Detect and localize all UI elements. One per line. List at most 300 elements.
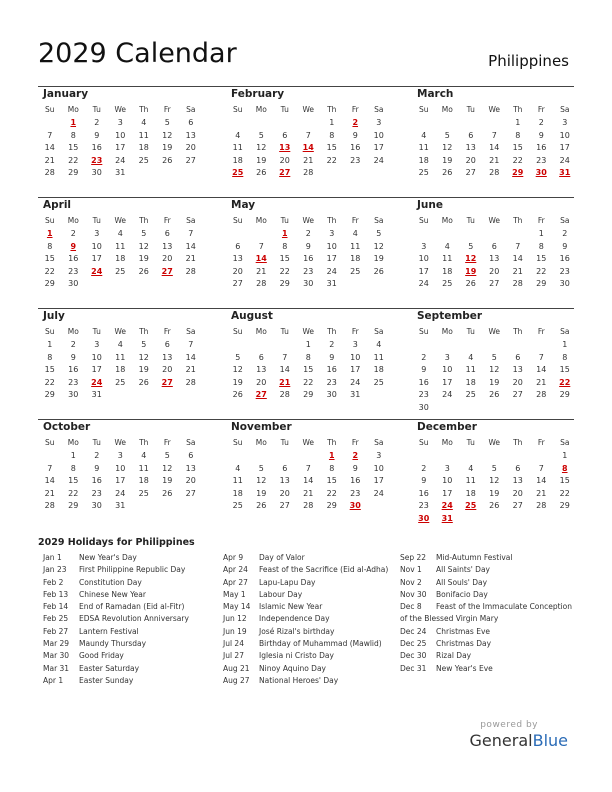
day-cell[interactable]: 26 — [465, 279, 476, 288]
day-cell[interactable]: 18 — [115, 365, 126, 374]
day-cell[interactable]: 11 — [418, 143, 429, 152]
day-cell[interactable]: 24 — [115, 155, 126, 165]
day-cell[interactable]: 27 — [232, 279, 243, 288]
day-cell[interactable]: 8 — [47, 352, 53, 362]
day-cell[interactable]: 4 — [468, 463, 474, 473]
day-cell[interactable]: 28 — [44, 501, 55, 510]
day-cell[interactable]: 29 — [326, 501, 337, 510]
day-cell[interactable]: 2 — [421, 463, 427, 473]
day-cell[interactable]: 8 — [562, 352, 568, 362]
day-cell[interactable]: 8 — [329, 130, 335, 140]
day-cell[interactable]: 19 — [442, 155, 453, 165]
day-cell[interactable]: 18 — [465, 377, 476, 387]
day-cell[interactable]: 28 — [536, 501, 547, 510]
day-cell[interactable]: 20 — [512, 488, 523, 498]
day-cell[interactable]: 13 — [279, 476, 290, 485]
day-cell[interactable]: 29 — [559, 390, 570, 399]
day-cell[interactable]: 3 — [94, 340, 100, 349]
day-cell[interactable]: 15 — [44, 365, 55, 374]
day-cell[interactable]: 7 — [258, 241, 264, 251]
day-cell[interactable]: 30 — [68, 279, 79, 288]
day-cell[interactable]: 21 — [536, 377, 547, 387]
day-cell[interactable]: 29 — [559, 501, 570, 510]
day-cell[interactable]: 10 — [442, 476, 453, 485]
day-cell[interactable]: 3 — [329, 229, 335, 238]
day-cell[interactable]: 5 — [258, 463, 264, 473]
day-cell[interactable]: 22 — [559, 488, 570, 498]
day-cell[interactable]: 10 — [115, 463, 126, 473]
day-cell[interactable]: 4 — [235, 130, 241, 140]
day-cell[interactable]: 25 — [115, 377, 126, 387]
day-cell[interactable]: 20 — [279, 488, 290, 498]
day-cell[interactable]: 22 — [512, 155, 523, 165]
day-cell[interactable]: 3 — [421, 241, 427, 251]
holiday-day-cell[interactable]: 19 — [465, 266, 477, 276]
day-cell[interactable]: 18 — [232, 488, 243, 498]
day-cell[interactable]: 9 — [352, 463, 358, 473]
day-cell[interactable]: 15 — [559, 365, 570, 374]
holiday-day-cell[interactable]: 24 — [441, 501, 453, 510]
day-cell[interactable]: 13 — [185, 463, 196, 473]
day-cell[interactable]: 18 — [465, 488, 476, 498]
day-cell[interactable]: 7 — [282, 352, 288, 362]
day-cell[interactable]: 2 — [421, 352, 427, 362]
day-cell[interactable]: 6 — [282, 463, 288, 473]
day-cell[interactable]: 12 — [162, 463, 173, 473]
day-cell[interactable]: 10 — [418, 254, 429, 263]
day-cell[interactable]: 12 — [489, 365, 500, 374]
day-cell[interactable]: 30 — [91, 168, 102, 177]
day-cell[interactable]: 19 — [256, 488, 267, 498]
day-cell[interactable]: 20 — [185, 143, 196, 152]
holiday-day-cell[interactable]: 22 — [559, 377, 571, 387]
day-cell[interactable]: 22 — [44, 377, 55, 387]
day-cell[interactable]: 25 — [350, 266, 361, 276]
day-cell[interactable]: 20 — [465, 155, 476, 165]
day-cell[interactable]: 9 — [352, 130, 358, 140]
day-cell[interactable]: 27 — [512, 501, 523, 510]
holiday-day-cell[interactable]: 13 — [279, 143, 291, 152]
day-cell[interactable]: 17 — [326, 254, 337, 263]
day-cell[interactable]: 24 — [373, 155, 384, 165]
day-cell[interactable]: 29 — [44, 390, 55, 399]
day-cell[interactable]: 10 — [559, 130, 570, 140]
day-cell[interactable]: 21 — [489, 155, 500, 165]
day-cell[interactable]: 4 — [141, 118, 147, 127]
day-cell[interactable]: 5 — [376, 229, 382, 238]
day-cell[interactable]: 16 — [68, 365, 79, 374]
day-cell[interactable]: 19 — [138, 365, 149, 374]
day-cell[interactable]: 9 — [94, 463, 100, 473]
day-cell[interactable]: 8 — [70, 130, 76, 140]
day-cell[interactable]: 11 — [115, 241, 126, 251]
day-cell[interactable]: 23 — [326, 377, 337, 387]
day-cell[interactable]: 15 — [279, 254, 290, 263]
day-cell[interactable]: 4 — [376, 340, 382, 349]
day-cell[interactable]: 11 — [232, 143, 243, 152]
day-cell[interactable]: 17 — [115, 476, 126, 485]
day-cell[interactable]: 16 — [350, 143, 361, 152]
day-cell[interactable]: 1 — [70, 451, 76, 460]
day-cell[interactable]: 3 — [352, 340, 358, 349]
day-cell[interactable]: 6 — [491, 241, 497, 251]
day-cell[interactable]: 21 — [44, 155, 55, 165]
holiday-day-cell[interactable]: 14 — [302, 143, 314, 152]
day-cell[interactable]: 5 — [164, 118, 170, 127]
holiday-day-cell[interactable]: 1 — [328, 451, 335, 460]
holiday-day-cell[interactable]: 23 — [91, 155, 103, 165]
day-cell[interactable]: 22 — [44, 266, 55, 276]
day-cell[interactable]: 3 — [117, 451, 123, 460]
day-cell[interactable]: 11 — [465, 365, 476, 374]
day-cell[interactable]: 10 — [442, 365, 453, 374]
day-cell[interactable]: 26 — [138, 377, 149, 387]
day-cell[interactable]: 23 — [303, 266, 314, 276]
day-cell[interactable]: 18 — [418, 155, 429, 165]
day-cell[interactable]: 26 — [442, 168, 453, 177]
day-cell[interactable]: 16 — [559, 254, 570, 263]
day-cell[interactable]: 14 — [185, 352, 196, 362]
day-cell[interactable]: 22 — [68, 155, 79, 165]
day-cell[interactable]: 19 — [489, 488, 500, 498]
day-cell[interactable]: 31 — [115, 501, 126, 510]
day-cell[interactable]: 15 — [68, 476, 79, 485]
day-cell[interactable]: 1 — [329, 118, 335, 127]
day-cell[interactable]: 15 — [512, 143, 523, 152]
day-cell[interactable]: 20 — [279, 155, 290, 165]
day-cell[interactable]: 15 — [68, 143, 79, 152]
day-cell[interactable]: 12 — [138, 241, 149, 251]
holiday-day-cell[interactable]: 8 — [561, 463, 568, 473]
day-cell[interactable]: 13 — [162, 241, 173, 251]
day-cell[interactable]: 17 — [91, 254, 102, 263]
day-cell[interactable]: 28 — [256, 279, 267, 288]
day-cell[interactable]: 13 — [232, 254, 243, 263]
day-cell[interactable]: 18 — [350, 254, 361, 263]
day-cell[interactable]: 6 — [164, 340, 170, 349]
day-cell[interactable]: 16 — [536, 143, 547, 152]
day-cell[interactable]: 24 — [350, 377, 361, 387]
day-cell[interactable]: 26 — [489, 390, 500, 399]
day-cell[interactable]: 17 — [442, 377, 453, 387]
holiday-day-cell[interactable]: 30 — [349, 501, 361, 510]
day-cell[interactable]: 20 — [489, 266, 500, 276]
day-cell[interactable]: 26 — [138, 266, 149, 276]
day-cell[interactable]: 6 — [468, 130, 474, 140]
holiday-day-cell[interactable]: 9 — [70, 241, 77, 251]
day-cell[interactable]: 15 — [326, 143, 337, 152]
day-cell[interactable]: 21 — [512, 266, 523, 276]
day-cell[interactable]: 26 — [256, 168, 267, 177]
day-cell[interactable]: 20 — [232, 266, 243, 276]
day-cell[interactable]: 16 — [326, 365, 337, 374]
day-cell[interactable]: 23 — [536, 155, 547, 165]
day-cell[interactable]: 21 — [256, 266, 267, 276]
day-cell[interactable]: 11 — [465, 476, 476, 485]
day-cell[interactable]: 1 — [538, 229, 544, 238]
day-cell[interactable]: 5 — [164, 451, 170, 460]
day-cell[interactable]: 13 — [512, 476, 523, 485]
day-cell[interactable]: 9 — [421, 365, 427, 374]
day-cell[interactable]: 12 — [489, 476, 500, 485]
holiday-day-cell[interactable]: 1 — [46, 229, 53, 238]
day-cell[interactable]: 20 — [162, 365, 173, 374]
holiday-day-cell[interactable]: 27 — [255, 390, 267, 399]
day-cell[interactable]: 7 — [47, 130, 53, 140]
day-cell[interactable]: 14 — [303, 476, 314, 485]
day-cell[interactable]: 6 — [282, 130, 288, 140]
day-cell[interactable]: 4 — [444, 241, 450, 251]
day-cell[interactable]: 18 — [442, 266, 453, 276]
day-cell[interactable]: 4 — [468, 352, 474, 362]
day-cell[interactable]: 10 — [373, 463, 384, 473]
day-cell[interactable]: 18 — [138, 143, 149, 152]
day-cell[interactable]: 9 — [305, 241, 311, 251]
day-cell[interactable]: 19 — [373, 254, 384, 263]
day-cell[interactable]: 11 — [232, 476, 243, 485]
day-cell[interactable]: 28 — [185, 266, 196, 276]
day-cell[interactable]: 16 — [303, 254, 314, 263]
day-cell[interactable]: 8 — [329, 463, 335, 473]
day-cell[interactable]: 11 — [138, 463, 149, 473]
day-cell[interactable]: 2 — [70, 229, 76, 238]
holiday-day-cell[interactable]: 31 — [559, 168, 571, 177]
day-cell[interactable]: 29 — [279, 279, 290, 288]
day-cell[interactable]: 11 — [115, 352, 126, 362]
day-cell[interactable]: 22 — [303, 377, 314, 387]
day-cell[interactable]: 2 — [538, 118, 544, 127]
day-cell[interactable]: 25 — [442, 279, 453, 288]
day-cell[interactable]: 7 — [515, 241, 521, 251]
day-cell[interactable]: 18 — [232, 155, 243, 165]
day-cell[interactable]: 8 — [70, 463, 76, 473]
day-cell[interactable]: 5 — [141, 340, 147, 349]
day-cell[interactable]: 18 — [373, 365, 384, 374]
day-cell[interactable]: 4 — [117, 340, 123, 349]
holiday-day-cell[interactable]: 14 — [255, 254, 267, 263]
day-cell[interactable]: 15 — [326, 476, 337, 485]
day-cell[interactable]: 31 — [115, 168, 126, 177]
day-cell[interactable]: 7 — [305, 463, 311, 473]
day-cell[interactable]: 8 — [515, 130, 521, 140]
day-cell[interactable]: 24 — [115, 488, 126, 498]
day-cell[interactable]: 22 — [326, 488, 337, 498]
day-cell[interactable]: 7 — [491, 130, 497, 140]
day-cell[interactable]: 1 — [562, 451, 568, 460]
day-cell[interactable]: 6 — [188, 451, 194, 460]
day-cell[interactable]: 21 — [185, 254, 196, 263]
day-cell[interactable]: 28 — [536, 390, 547, 399]
day-cell[interactable]: 30 — [559, 279, 570, 288]
day-cell[interactable]: 29 — [44, 279, 55, 288]
day-cell[interactable]: 12 — [256, 143, 267, 152]
day-cell[interactable]: 9 — [94, 130, 100, 140]
day-cell[interactable]: 16 — [418, 377, 429, 387]
day-cell[interactable]: 19 — [256, 155, 267, 165]
day-cell[interactable]: 14 — [536, 476, 547, 485]
day-cell[interactable]: 16 — [418, 488, 429, 498]
day-cell[interactable]: 17 — [373, 143, 384, 152]
day-cell[interactable]: 5 — [491, 352, 497, 362]
day-cell[interactable]: 30 — [68, 390, 79, 399]
day-cell[interactable]: 23 — [91, 488, 102, 498]
day-cell[interactable]: 14 — [512, 254, 523, 263]
holiday-day-cell[interactable]: 30 — [418, 513, 430, 523]
day-cell[interactable]: 2 — [94, 451, 100, 460]
day-cell[interactable]: 24 — [442, 390, 453, 399]
holiday-day-cell[interactable]: 25 — [465, 501, 477, 510]
day-cell[interactable]: 26 — [256, 501, 267, 510]
day-cell[interactable]: 14 — [489, 143, 500, 152]
day-cell[interactable]: 16 — [91, 143, 102, 152]
day-cell[interactable]: 20 — [162, 254, 173, 263]
day-cell[interactable]: 11 — [442, 254, 453, 263]
day-cell[interactable]: 1 — [305, 340, 311, 349]
day-cell[interactable]: 13 — [465, 143, 476, 152]
day-cell[interactable]: 29 — [536, 279, 547, 288]
holiday-day-cell[interactable]: 31 — [441, 513, 453, 523]
day-cell[interactable]: 20 — [512, 377, 523, 387]
day-cell[interactable]: 21 — [185, 365, 196, 374]
holiday-day-cell[interactable]: 21 — [279, 377, 291, 387]
day-cell[interactable]: 21 — [303, 488, 314, 498]
day-cell[interactable]: 13 — [256, 365, 267, 374]
day-cell[interactable]: 10 — [115, 130, 126, 140]
day-cell[interactable]: 27 — [185, 488, 196, 498]
day-cell[interactable]: 28 — [185, 377, 196, 387]
day-cell[interactable]: 8 — [282, 241, 288, 251]
day-cell[interactable]: 3 — [376, 118, 382, 127]
day-cell[interactable]: 2 — [94, 118, 100, 127]
day-cell[interactable]: 4 — [421, 130, 427, 140]
day-cell[interactable]: 15 — [536, 254, 547, 263]
day-cell[interactable]: 8 — [47, 241, 53, 251]
day-cell[interactable]: 11 — [138, 130, 149, 140]
day-cell[interactable]: 9 — [538, 130, 544, 140]
day-cell[interactable]: 21 — [536, 488, 547, 498]
day-cell[interactable]: 9 — [562, 241, 568, 251]
day-cell[interactable]: 23 — [68, 266, 79, 276]
day-cell[interactable]: 26 — [373, 266, 384, 276]
day-cell[interactable]: 30 — [91, 501, 102, 510]
day-cell[interactable]: 14 — [279, 365, 290, 374]
day-cell[interactable]: 9 — [329, 352, 335, 362]
day-cell[interactable]: 21 — [44, 488, 55, 498]
day-cell[interactable]: 14 — [44, 143, 55, 152]
day-cell[interactable]: 24 — [373, 488, 384, 498]
day-cell[interactable]: 17 — [442, 488, 453, 498]
day-cell[interactable]: 10 — [373, 130, 384, 140]
day-cell[interactable]: 31 — [326, 279, 337, 288]
holiday-day-cell[interactable]: 1 — [70, 118, 77, 127]
day-cell[interactable]: 16 — [350, 476, 361, 485]
day-cell[interactable]: 19 — [138, 254, 149, 263]
day-cell[interactable]: 17 — [373, 476, 384, 485]
day-cell[interactable]: 24 — [559, 155, 570, 165]
day-cell[interactable]: 28 — [279, 390, 290, 399]
day-cell[interactable]: 7 — [538, 463, 544, 473]
day-cell[interactable]: 27 — [185, 155, 196, 165]
day-cell[interactable]: 8 — [538, 241, 544, 251]
day-cell[interactable]: 13 — [489, 254, 500, 263]
holiday-day-cell[interactable]: 2 — [352, 451, 359, 460]
holiday-day-cell[interactable]: 27 — [161, 377, 173, 387]
day-cell[interactable]: 10 — [326, 241, 337, 251]
day-cell[interactable]: 29 — [303, 390, 314, 399]
day-cell[interactable]: 25 — [138, 488, 149, 498]
day-cell[interactable]: 1 — [515, 118, 521, 127]
day-cell[interactable]: 17 — [115, 143, 126, 152]
day-cell[interactable]: 27 — [279, 501, 290, 510]
day-cell[interactable]: 4 — [352, 229, 358, 238]
day-cell[interactable]: 25 — [138, 155, 149, 165]
holiday-day-cell[interactable]: 2 — [352, 118, 359, 127]
day-cell[interactable]: 24 — [418, 279, 429, 288]
day-cell[interactable]: 28 — [512, 279, 523, 288]
day-cell[interactable]: 25 — [418, 168, 429, 177]
day-cell[interactable]: 9 — [421, 476, 427, 485]
holiday-day-cell[interactable]: 24 — [91, 266, 103, 276]
day-cell[interactable]: 31 — [350, 390, 361, 399]
day-cell[interactable]: 12 — [256, 476, 267, 485]
day-cell[interactable]: 10 — [350, 352, 361, 362]
day-cell[interactable]: 23 — [418, 501, 429, 510]
day-cell[interactable]: 19 — [162, 143, 173, 152]
day-cell[interactable]: 17 — [418, 266, 429, 276]
day-cell[interactable]: 19 — [162, 476, 173, 485]
day-cell[interactable]: 30 — [326, 390, 337, 399]
day-cell[interactable]: 14 — [536, 365, 547, 374]
day-cell[interactable]: 6 — [258, 352, 264, 362]
day-cell[interactable]: 12 — [138, 352, 149, 362]
day-cell[interactable]: 4 — [117, 229, 123, 238]
day-cell[interactable]: 5 — [444, 130, 450, 140]
day-cell[interactable]: 1 — [47, 340, 53, 349]
day-cell[interactable]: 18 — [138, 476, 149, 485]
day-cell[interactable]: 2 — [329, 340, 335, 349]
day-cell[interactable]: 26 — [232, 390, 243, 399]
day-cell[interactable]: 8 — [305, 352, 311, 362]
day-cell[interactable]: 26 — [489, 501, 500, 510]
day-cell[interactable]: 25 — [373, 377, 384, 387]
day-cell[interactable]: 25 — [115, 266, 126, 276]
day-cell[interactable]: 22 — [68, 488, 79, 498]
day-cell[interactable]: 6 — [188, 118, 194, 127]
day-cell[interactable]: 13 — [162, 352, 173, 362]
day-cell[interactable]: 13 — [185, 130, 196, 140]
day-cell[interactable]: 7 — [538, 352, 544, 362]
day-cell[interactable]: 20 — [185, 476, 196, 485]
brand-logo[interactable] — [470, 731, 568, 750]
day-cell[interactable]: 23 — [350, 488, 361, 498]
day-cell[interactable]: 10 — [91, 241, 102, 251]
day-cell[interactable]: 17 — [350, 365, 361, 374]
day-cell[interactable]: 10 — [91, 352, 102, 362]
day-cell[interactable]: 13 — [512, 365, 523, 374]
day-cell[interactable]: 16 — [68, 254, 79, 263]
day-cell[interactable]: 14 — [185, 241, 196, 251]
day-cell[interactable]: 20 — [256, 377, 267, 387]
holiday-day-cell[interactable]: 30 — [535, 168, 547, 177]
day-cell[interactable]: 7 — [47, 463, 53, 473]
day-cell[interactable]: 6 — [164, 229, 170, 238]
day-cell[interactable]: 14 — [44, 476, 55, 485]
day-cell[interactable]: 19 — [232, 377, 243, 387]
day-cell[interactable]: 3 — [94, 229, 100, 238]
day-cell[interactable]: 27 — [512, 390, 523, 399]
day-cell[interactable]: 2 — [562, 229, 568, 238]
day-cell[interactable]: 9 — [70, 352, 76, 362]
